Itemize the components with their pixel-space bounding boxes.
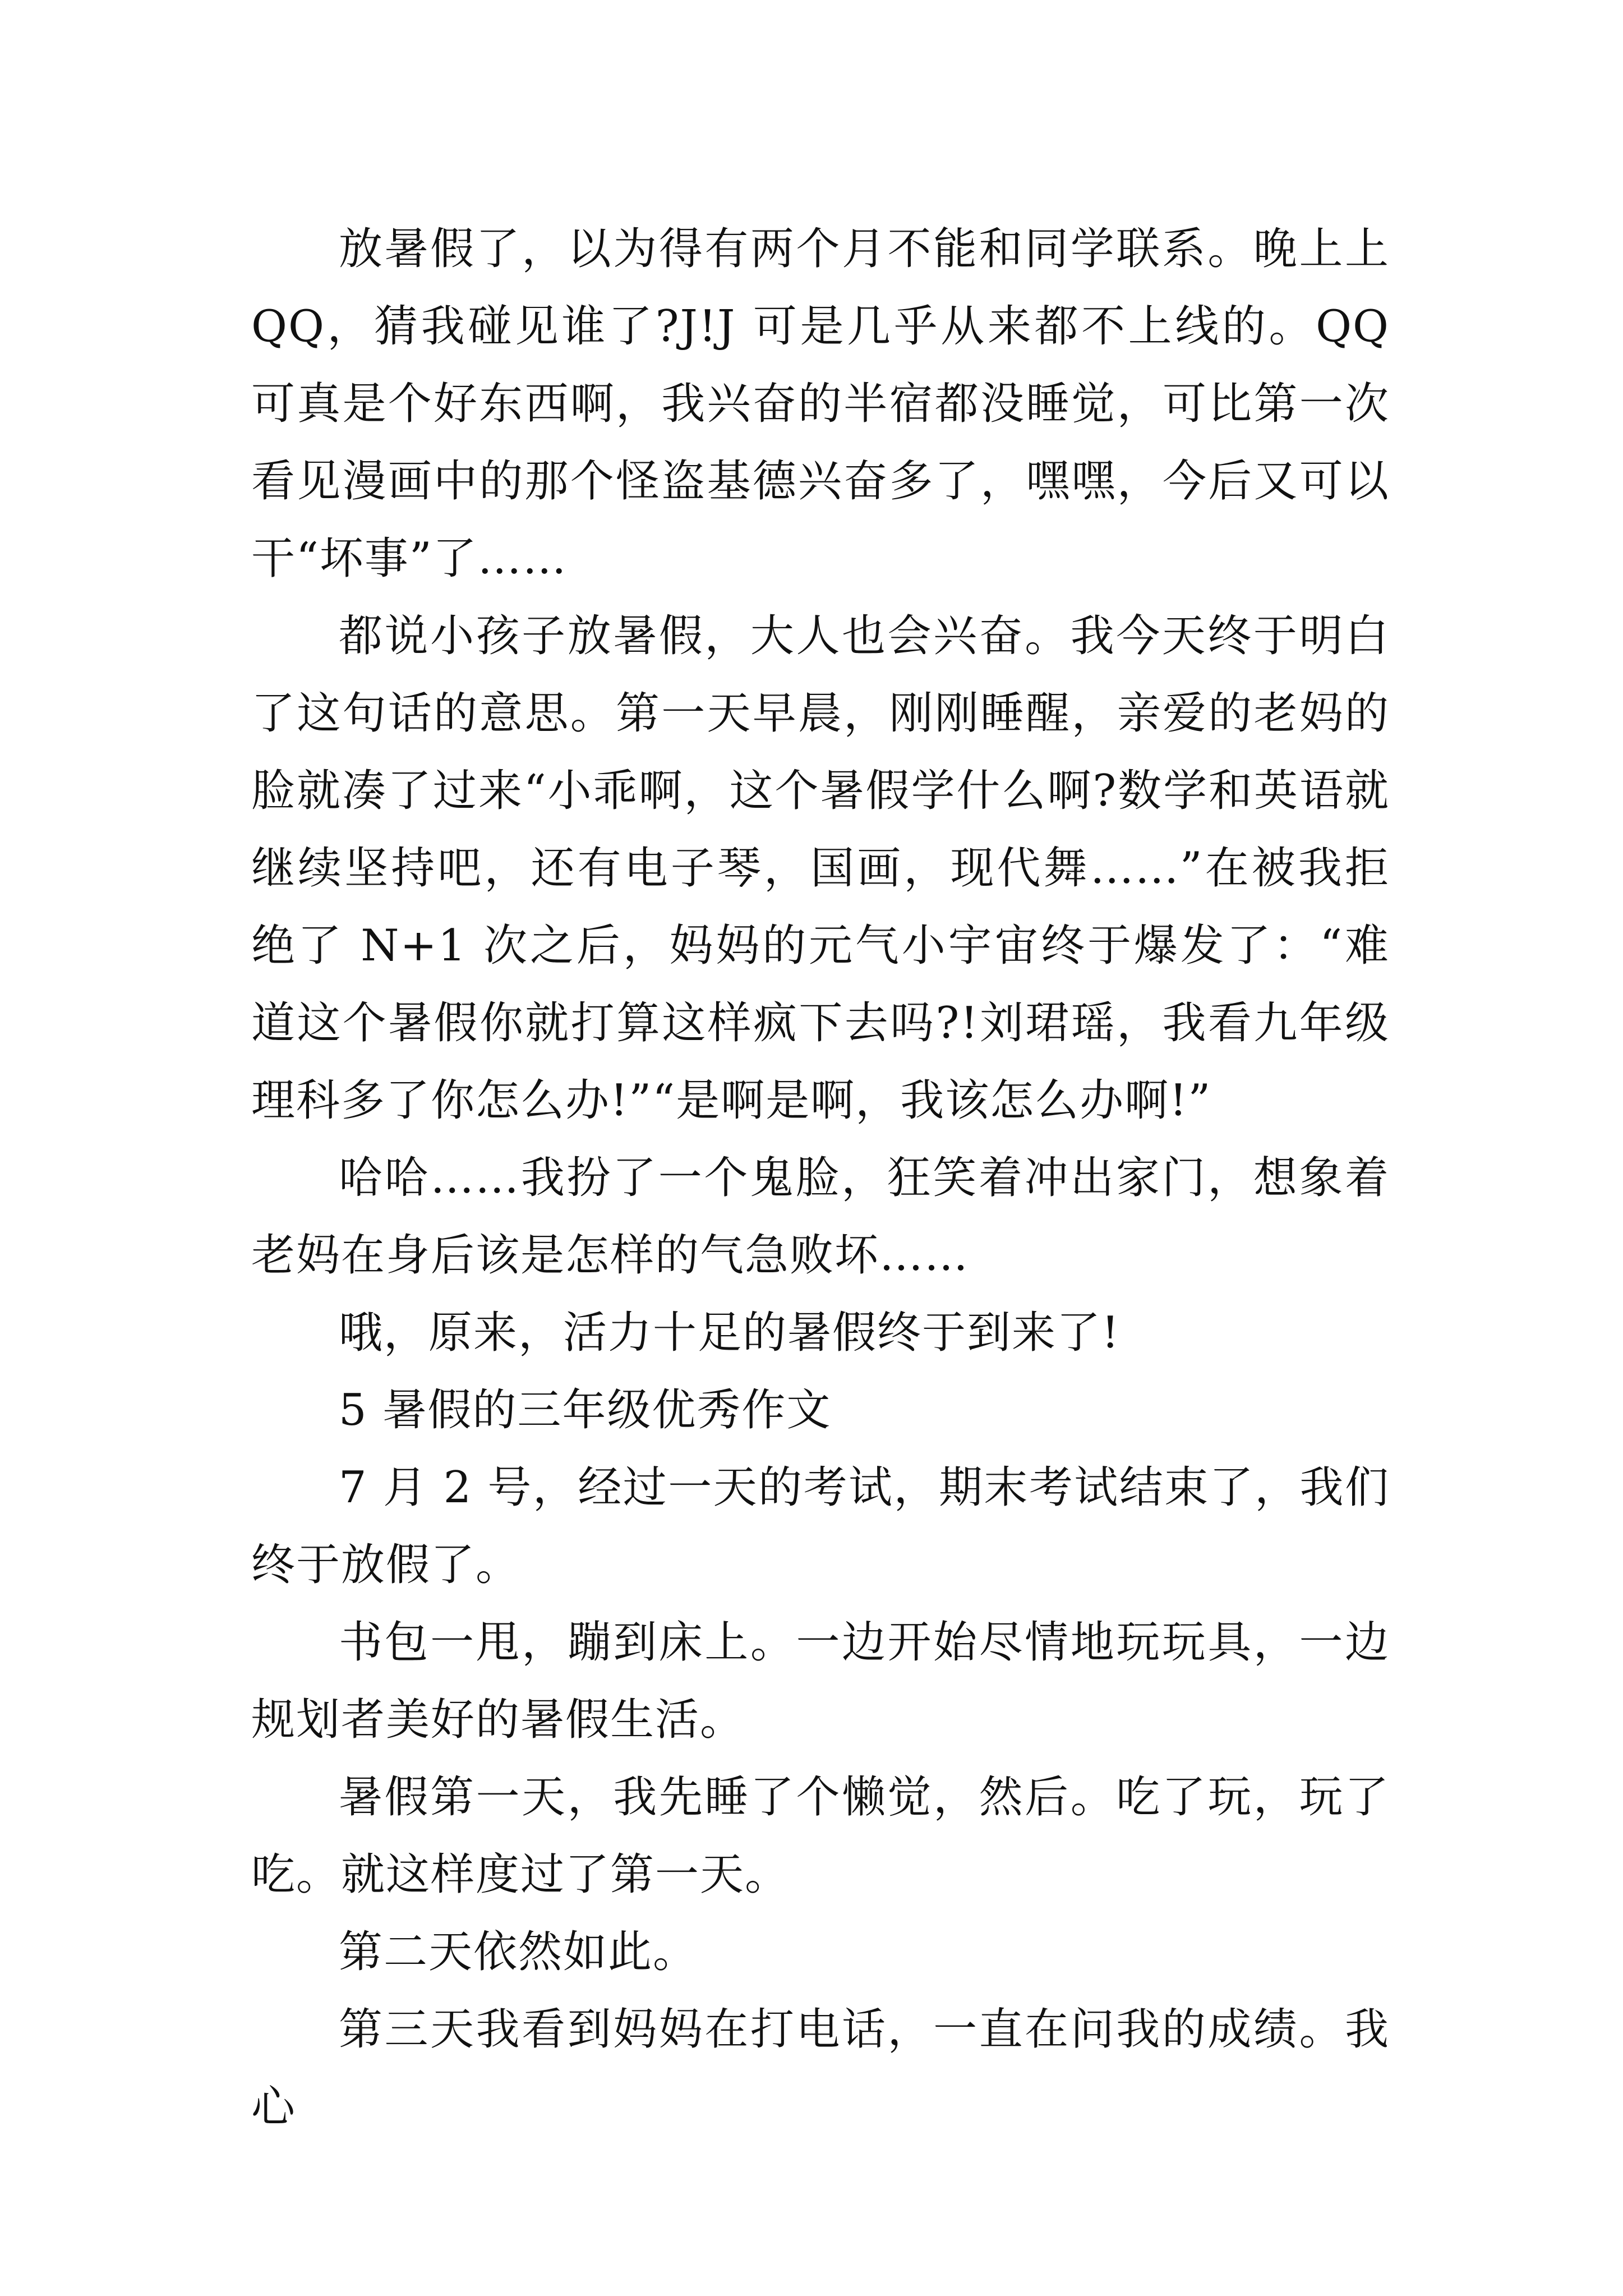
paragraph: 都说小孩子放暑假，大人也会兴奋。我今天终于明白了这句话的意思。第一天早晨，刚刚睡醒，亲爱的老妈的脸就凑了过来“小乖啊，这个暑假学什么啊?数学和英语就继续坚持吧，还有电子琴，国画，现代舞……”在被我拒绝了 N+1 次之后，妈妈的元气小宇宙终于爆发了：“难道这个暑假你就打算这样疯下去吗?!刘珺瑶，我看九年级理科多了你怎么办!”“是啊是啊，我该怎么办啊!” xyxy=(251,611,1390,1126)
section-heading: 5 暑假的三年级优秀作文 xyxy=(339,1385,832,1435)
paragraph: 7 月 2 号，经过一天的考试，期末考试结束了，我们终于放假了。 xyxy=(251,1462,1390,1590)
paragraph: 暑假第一天，我先睡了个懒觉，然后。吃了玩，玩了吃。就这样度过了第一天。 xyxy=(251,1772,1390,1900)
paragraph: 哦，原来，活力十足的暑假终于到来了! xyxy=(339,1308,1121,1358)
paragraph: 哈哈……我扮了一个鬼脸，狂笑着冲出家门，想象着老妈在身后该是怎样的气急败坏…… xyxy=(251,1153,1390,1281)
paragraph: 书包一甩，蹦到床上。一边开始尽情地玩玩具，一边规划者美好的暑假生活。 xyxy=(251,1617,1390,1745)
paragraph: 第二天依然如此。 xyxy=(339,1927,698,1977)
document-body xyxy=(251,210,1390,2146)
paragraph: 第三天我看到妈妈在打电话，一直在问我的成绩。我心 xyxy=(251,2004,1390,2132)
paragraph: 放暑假了，以为得有两个月不能和同学联系。晚上上QQ，猜我碰见谁了?J!J 可是几乎从来都不上线的。QQ 可真是个好东西啊，我兴奋的半宿都没睡觉，可比第一次看见漫画中的那个怪盗基德兴奋多了，嘿嘿，今后又可以干“坏事”了…… xyxy=(251,224,1390,584)
